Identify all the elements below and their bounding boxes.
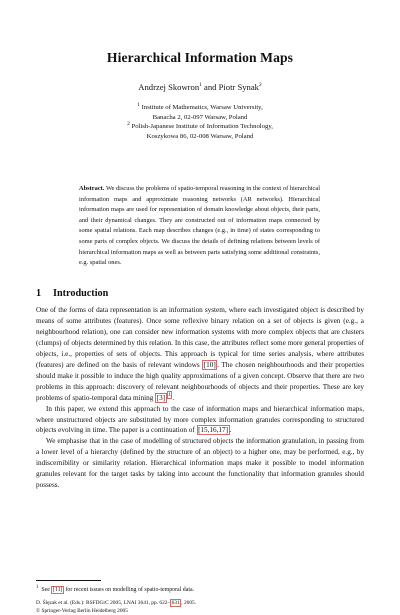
affiliation-text: Koszykowa 86, 02-008 Warsaw, Poland bbox=[146, 132, 254, 140]
footnote-mark: 1 bbox=[36, 585, 39, 590]
affiliation-line bbox=[0, 103, 400, 113]
body-text bbox=[36, 305, 364, 491]
affiliation-text: Polish-Japanese Institute of Information Technology, bbox=[131, 123, 273, 131]
paragraph-text: . The chosen neighbourhoods and their properties should make it possible to induce the high quality approximations of a given concept. Observe that there are two problems in this approach: discovery of relevant neighbourhoods of objects and their properties. These are key problems of spatio-temporal data mining bbox=[36, 360, 364, 402]
citation-link[interactable]: [15,16,17] bbox=[198, 426, 229, 435]
section-heading bbox=[36, 288, 108, 299]
author-conjunction: and bbox=[201, 82, 219, 92]
section-number: 1 bbox=[36, 288, 42, 299]
paper-title: Hierarchical Information Maps bbox=[106, 50, 294, 65]
paragraph bbox=[36, 305, 364, 404]
publication-text: D. Ślęzak et al. (Eds.): RSFDGrC 2005, LNAI 3641, pp. 622– bbox=[36, 600, 171, 606]
affiliation-text: Banacha 2, 02-097 Warsaw, Poland bbox=[152, 113, 248, 121]
paragraph-text: In this paper, we extend this approach to the case of information maps and hierarchical information maps, where unstructured objects are substituted by more complex information granules corresponding to structured objects evolving in time. The paper is a continuation of bbox=[36, 404, 364, 435]
paragraph-text: . bbox=[229, 426, 232, 435]
footnote-ref-link[interactable]: 1 bbox=[168, 392, 171, 399]
page-link[interactable]: 631 bbox=[171, 600, 180, 606]
footnote-text: See bbox=[41, 586, 52, 593]
affiliation-line bbox=[0, 132, 400, 142]
affiliations bbox=[0, 103, 400, 141]
affiliation-line bbox=[0, 122, 400, 132]
paragraph bbox=[36, 404, 364, 437]
paragraph-text: One of the forms of data representation is an information system, where each investigated object is described by means of some attributes (features). Once some reflexive binary relation on a set of objects is given (e.g., a neighbourhood relation), one can consider new information systems with more complex objects that are clusters (clumps) of objects determined by this relation. In this case, the attributes reflect some more general properties of objects, i.e., properties of sets of objects. This approach is typical for time series analysis, where attributes (features) are defined on the basis of relevant windows bbox=[36, 306, 364, 369]
paragraph: We emphasise that in the case of modelling of structured objects the information granulation, in passing from a lower level of a hierarchy (defined by the structure of an object) to a higher one, may be performed, e.g., by indiscernibility or similarity relation. Hierarchical information maps make it possible to model information granules relevant for the target tasks by taking into account the functionality that information granules should possess. bbox=[36, 437, 364, 490]
affiliation-text: Institute of Mathematics, Warsaw University, bbox=[141, 104, 263, 111]
affiliation-line bbox=[0, 113, 400, 123]
paragraph-text: . bbox=[172, 393, 175, 402]
publication-info bbox=[36, 600, 364, 615]
publication-line bbox=[36, 600, 364, 608]
abstract-label: Abstract. bbox=[79, 185, 105, 192]
author-sup: 1 bbox=[199, 82, 202, 89]
author-sup: 2 bbox=[258, 82, 262, 89]
citation-link[interactable]: [10] bbox=[203, 360, 216, 369]
footnote-rule bbox=[36, 580, 101, 581]
author-line bbox=[0, 82, 400, 92]
abstract-text: We discuss the problems of spatio-temporal reasoning in the context of hierarchical information maps and approximate reasoning networks (AR networks). Hierarchical information maps are used for representation of domain knowledge about objects, their parts, and their dynamical changes. They are constructed out of information maps connected by some spatial relations. Each map describes changes (e.g., in time) of states corresponding to some parts of complex objects. We discuss the details of defining relations between levels of hierarchical information maps as well as between parts satisfying some additional constraints, e.g. spatial ones. bbox=[79, 185, 321, 267]
section-title: Introduction bbox=[53, 288, 109, 299]
affiliation-sup: 2 bbox=[127, 120, 130, 127]
publication-text: , 2005. bbox=[181, 600, 197, 606]
author-name: Piotr Synak bbox=[218, 82, 259, 92]
citation-link[interactable]: [11] bbox=[52, 586, 63, 593]
abstract bbox=[79, 184, 320, 269]
footnote bbox=[36, 584, 364, 594]
footnote-text: for recent issues on modelling of spatio-temporal data. bbox=[64, 586, 195, 593]
author-name: Andrzej Skowron bbox=[138, 82, 200, 92]
citation-link[interactable]: [3] bbox=[156, 393, 166, 402]
copyright-line: © Springer-Verlag Berlin Heidelberg 2005 bbox=[36, 607, 128, 614]
affiliation-sup: 1 bbox=[137, 101, 140, 108]
